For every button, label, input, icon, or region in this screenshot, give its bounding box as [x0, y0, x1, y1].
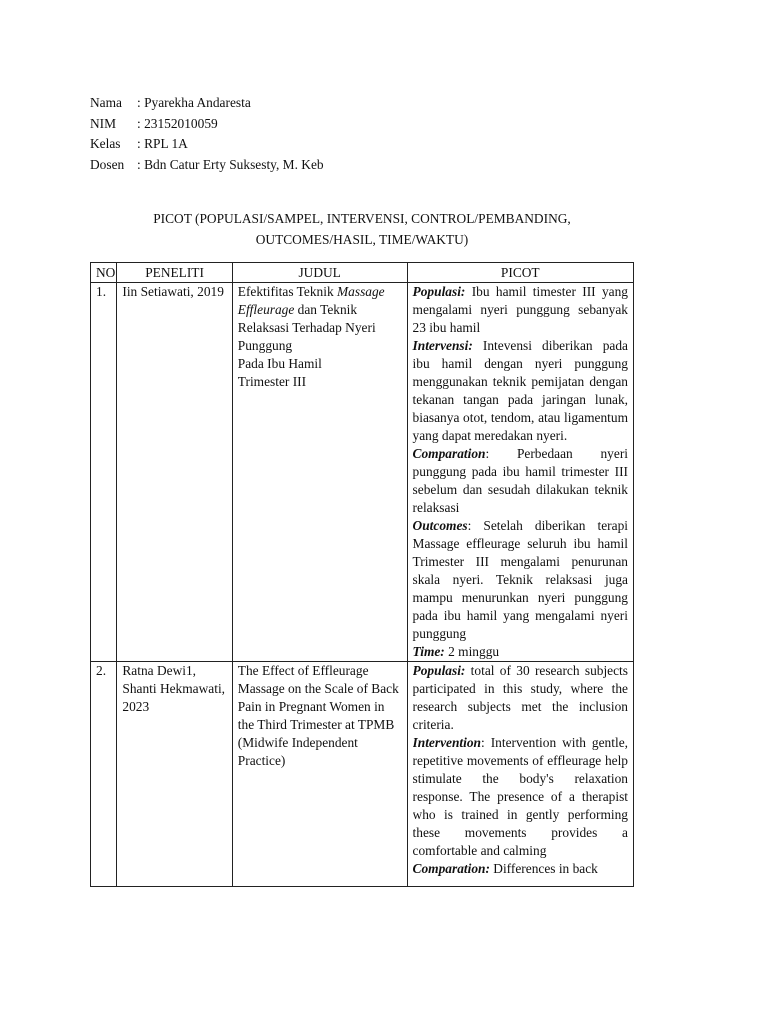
- title-line-1: PICOT (POPULASI/SAMPEL, INTERVENSI, CONTROL/PEMBANDING,: [153, 211, 571, 226]
- class-value: : RPL 1A: [137, 136, 188, 151]
- picot-label: Populasi:: [412, 284, 466, 299]
- picot-label: Intervensi:: [412, 338, 473, 353]
- title-text-line-3: Trimester III: [237, 374, 307, 389]
- title-cell: [232, 283, 407, 662]
- picot-comparation: [413, 860, 628, 878]
- row-number: 1.: [91, 283, 117, 662]
- name-label: Nama: [90, 95, 122, 110]
- title-text-pre: Efektifitas Teknik: [237, 284, 338, 299]
- picot-text: : Setelah diberikan terapi Massage effleurage seluruh ibu hamil Trimester III mengalami penurunan skala nyeri. Teknik relaksasi juga mampu menurunkan nyeri punggung pada ibu hamil yang mengalami nyeri punggung: [412, 518, 628, 641]
- col-header-peneliti: PENELITI: [117, 263, 232, 283]
- picot-label: Comparation:: [412, 861, 490, 876]
- col-header-picot: PICOT: [407, 263, 633, 283]
- lecturer-value: : Bdn Catur Erty Suksesty, M. Keb: [137, 156, 324, 172]
- picot-table: [90, 262, 634, 887]
- table-row: [91, 283, 634, 662]
- col-header-no: NO: [91, 263, 117, 283]
- nim-value: : 23152010059: [137, 115, 218, 131]
- picot-label: Outcomes: [412, 518, 468, 533]
- picot-text: Differences in back: [489, 861, 598, 876]
- picot-text: : Perbedaan nyeri punggung pada ibu hamil trimester III sebelum dan sesudah dilakukan teknik relaksasi: [412, 446, 628, 515]
- class-row: [90, 134, 324, 155]
- picot-outcomes: [413, 517, 628, 643]
- title-cell: The Effect of Effleurage Massage on the Scale of Back Pain in Pregnant Women in the Third Trimester at TPMB (Midwife Independent Practice): [232, 662, 407, 887]
- researcher-cell: Ratna Dewi1, Shanti Hekmawati, 2023: [117, 662, 232, 887]
- student-info: [90, 93, 324, 175]
- picot-comparation: [413, 445, 628, 517]
- title-text-line-2: Pada Ibu Hamil: [237, 356, 322, 371]
- title-text-italic: Massage Effleurage: [237, 284, 385, 317]
- picot-cell: [407, 283, 633, 662]
- picot-text: Intevensi diberikan pada ibu hamil dengan nyeri punggung menggunakan teknik pemijatan dengan tekanan tangan pada jaringan lunak, biasanya otot, tendom, atau ligamentum yang dapat meredakan nyeri.: [412, 338, 628, 443]
- row-number: 2.: [91, 662, 117, 887]
- picot-populasi: [413, 283, 628, 337]
- picot-time: [413, 643, 628, 661]
- title-text-post: dan Teknik Relaksasi Terhadap Nyeri Punggung: [237, 302, 376, 353]
- name-value: : Pyarekha Andaresta: [137, 95, 251, 110]
- col-header-judul: JUDUL: [232, 263, 407, 283]
- lecturer-label: Dosen: [90, 156, 125, 172]
- picot-populasi: [413, 662, 628, 734]
- picot-text: : Intervention with gentle, repetitive movements of effleurage help stimulate the body's relaxation response. The presence of a therapist who is trained in gently performing these movements provides a comfortable and calming: [412, 735, 628, 858]
- table-header-row: [91, 263, 634, 283]
- researcher-cell: Iin Setiawati, 2019: [117, 283, 232, 662]
- picot-cell: [407, 662, 633, 887]
- picot-text: Ibu hamil timester III yang mengalami nyeri punggung sebanyak 23 ibu hamil: [412, 284, 628, 335]
- picot-text: total of 30 research subjects participated in this study, where the research subjects met the inclusion criteria.: [412, 663, 628, 732]
- picot-label: Intervention: [412, 735, 481, 750]
- lecturer-row: [90, 155, 324, 176]
- picot-intervensi: [413, 337, 628, 445]
- picot-text: 2 minggu: [444, 644, 500, 659]
- document-title: [90, 208, 634, 250]
- table-row: [91, 662, 634, 887]
- picot-label: Populasi:: [412, 663, 466, 678]
- picot-label: Time:: [412, 644, 445, 659]
- class-label: Kelas: [90, 136, 121, 151]
- picot-intervention: [413, 734, 628, 860]
- nim-row: [90, 114, 324, 135]
- nim-label: NIM: [90, 115, 117, 131]
- picot-cell-content: [413, 662, 628, 886]
- name-row: [90, 93, 324, 114]
- picot-label: Comparation: [412, 446, 486, 461]
- title-line-2: OUTCOMES/HASIL, TIME/WAKTU): [255, 232, 469, 247]
